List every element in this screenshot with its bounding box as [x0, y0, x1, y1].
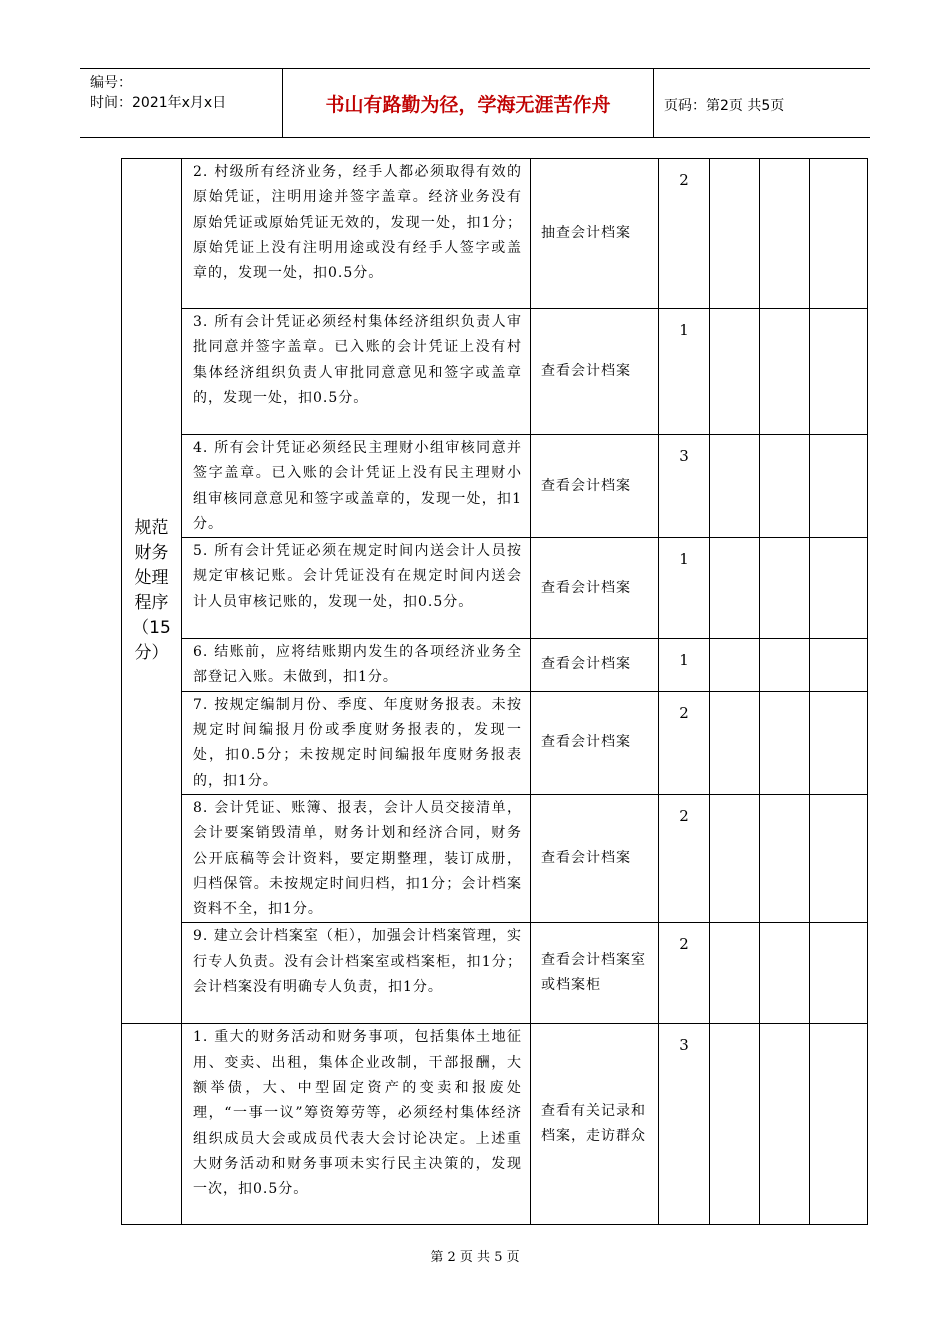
empty-cell	[710, 538, 760, 639]
empty-cell	[760, 1024, 810, 1225]
score-value: 2	[659, 159, 710, 309]
criteria-text: 9. 建立会计档案室（柜），加强会计档案管理，实行专人负责。没有会计档案室或档案柜，扣1分；会计档案没有明确专人负责，扣1分。	[182, 923, 531, 1024]
criteria-text: 3. 所有会计凭证必须经村集体经济组织负责人审批同意并签字盖章。已入账的会计凭证上没有村集体经济组织负责人审批同意意见和签字或盖章的，发现一处，扣0.5分。	[182, 309, 531, 435]
table-row	[122, 923, 868, 1024]
page-header	[80, 68, 870, 138]
empty-cell	[760, 794, 810, 922]
page-footer: 第 2 页 共 5 页	[430, 1250, 520, 1265]
score-value: 1	[659, 309, 710, 435]
method-text: 查看会计档案	[531, 309, 659, 435]
method-text: 查看会计档案	[531, 691, 659, 794]
assessment-table	[121, 158, 868, 1225]
table-row	[122, 435, 868, 538]
header-meta	[80, 69, 283, 137]
category-cell-empty	[122, 1024, 182, 1225]
method-text: 查看会计档案	[531, 639, 659, 692]
table-row	[122, 159, 868, 309]
method-text: 查看会计档案	[531, 538, 659, 639]
empty-cell	[810, 309, 868, 435]
criteria-text: 2. 村级所有经济业务，经手人都必须取得有效的原始凭证，注明用途并签字盖章。经济业务没有原始凭证或原始凭证无效的，发现一处，扣1分；原始凭证上没有注明用途或没有经手人签字或盖章的，发现一处，扣0.5分。	[182, 159, 531, 309]
table-row	[122, 309, 868, 435]
score-value: 2	[659, 794, 710, 922]
empty-cell	[710, 159, 760, 309]
empty-cell	[710, 1024, 760, 1225]
empty-cell	[810, 794, 868, 922]
method-text: 查看有关记录和档案，走访群众	[531, 1024, 659, 1225]
empty-cell	[810, 538, 868, 639]
table-row	[122, 1024, 868, 1225]
criteria-text: 1. 重大的财务活动和财务事项，包括集体土地征用、变卖、出租，集体企业改制，干部报酬，大额举债，大、中型固定资产的变卖和报废处理，“一事一议”筹资筹劳等，必须经村集体经济组织成员大会或成员代表大会讨论决定。上述重大财务活动和财务事项未实行民主决策的，发现一次，扣0.5分。	[182, 1024, 531, 1225]
score-value: 3	[659, 1024, 710, 1225]
empty-cell	[710, 309, 760, 435]
empty-cell	[710, 923, 760, 1024]
empty-cell	[760, 639, 810, 692]
criteria-text: 4. 所有会计凭证必须经民主理财小组审核同意并签字盖章。已入账的会计凭证上没有民主理财小组审核同意意见和签字或盖章的，发现一处，扣1分。	[182, 435, 531, 538]
criteria-text: 6. 结账前，应将结账期内发生的各项经济业务全部登记入账。未做到，扣1分。	[182, 639, 531, 692]
score-value: 2	[659, 923, 710, 1024]
method-text: 抽查会计档案	[531, 159, 659, 309]
empty-cell	[760, 538, 810, 639]
criteria-text: 5. 所有会计凭证必须在规定时间内送会计人员按规定审核记账。会计凭证没有在规定时间内送会计人员审核记账的，发现一处，扣0.5分。	[182, 538, 531, 639]
time-label: 时间：2021年x月x日	[90, 95, 227, 111]
table-row	[122, 691, 868, 794]
empty-cell	[760, 435, 810, 538]
empty-cell	[810, 639, 868, 692]
method-text: 查看会计档案	[531, 794, 659, 922]
header-page-info: 页码：第2页 共5页	[664, 98, 785, 114]
empty-cell	[810, 159, 868, 309]
score-value: 3	[659, 435, 710, 538]
table-row	[122, 538, 868, 639]
category-cell: 规范财务处理程序（15分）	[122, 159, 182, 1024]
empty-cell	[810, 1024, 868, 1225]
criteria-text: 8. 会计凭证、账簿、报表，会计人员交接清单，会计要案销毁清单，财务计划和经济合同，财务公开底稿等会计资料，要定期整理，装订成册，归档保管。未按规定时间归档，扣1分；会计档案资料不全，扣1分。	[182, 794, 531, 922]
empty-cell	[710, 639, 760, 692]
empty-cell	[710, 691, 760, 794]
empty-cell	[710, 794, 760, 922]
method-text: 查看会计档案	[531, 435, 659, 538]
score-value: 1	[659, 639, 710, 692]
empty-cell	[710, 435, 760, 538]
empty-cell	[760, 309, 810, 435]
empty-cell	[810, 435, 868, 538]
table-row	[122, 639, 868, 692]
header-slogan: 书山有路勤为径，学海无涯苦作舟	[283, 69, 654, 137]
criteria-text: 7. 按规定编制月份、季度、年度财务报表。未按规定时间编报月份或季度财务报表的，发现一处，扣0.5分；未按规定时间编报年度财务报表的，扣1分。	[182, 691, 531, 794]
number-label: 编号：	[90, 75, 132, 91]
empty-cell	[810, 691, 868, 794]
table-row	[122, 794, 868, 922]
empty-cell	[760, 691, 810, 794]
empty-cell	[810, 923, 868, 1024]
empty-cell	[760, 923, 810, 1024]
score-value: 1	[659, 538, 710, 639]
empty-cell	[760, 159, 810, 309]
score-value: 2	[659, 691, 710, 794]
method-text: 查看会计档案室或档案柜	[531, 923, 659, 1024]
